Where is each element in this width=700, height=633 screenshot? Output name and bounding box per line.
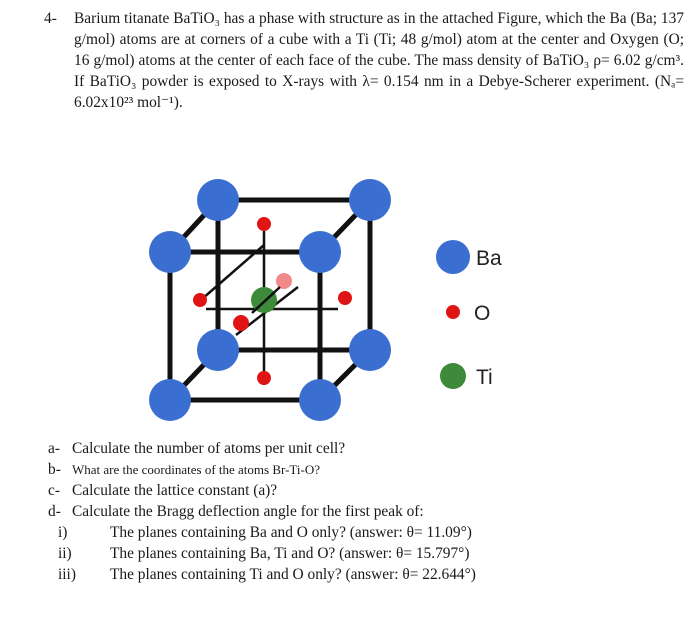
question-a (48, 438, 678, 459)
question-text: Calculate the lattice constant (a)? (72, 482, 278, 499)
ba-atom (299, 231, 341, 273)
problem-statement (44, 8, 684, 113)
subquestion-ii (48, 543, 678, 564)
ba-atom (149, 379, 191, 421)
legend-ti-marker (440, 363, 466, 389)
ba-atom (349, 179, 391, 221)
o-atom (257, 371, 271, 385)
o-atom (276, 273, 292, 289)
question-label: b- (48, 461, 61, 478)
legend-ba-marker (436, 240, 470, 274)
question-list (48, 438, 678, 585)
crystal-structure-figure (140, 175, 540, 430)
ba-atom (197, 179, 239, 221)
subquestion-label: ii) (58, 545, 72, 562)
subquestion-text: The planes containing Ti and O only? (answer: θ= 22.644°) (110, 566, 476, 583)
ba-atom (299, 379, 341, 421)
subquestion-i (48, 522, 678, 543)
legend-ti-label: Ti (476, 366, 493, 389)
subquestion-label: i) (58, 524, 68, 541)
ba-atom (349, 329, 391, 371)
legend (436, 240, 502, 389)
o-atom (193, 293, 207, 307)
question-d (48, 501, 678, 522)
question-text: Calculate the Bragg deflection angle for the first peak of: (72, 503, 424, 520)
question-b (48, 459, 678, 480)
question-c (48, 480, 678, 501)
legend-ba-label: Ba (476, 247, 502, 270)
ba-atom (197, 329, 239, 371)
legend-o-label: O (474, 302, 491, 325)
question-label: c- (48, 482, 60, 499)
subquestion-label: iii) (58, 566, 76, 583)
question-text: Calculate the number of atoms per unit cell? (72, 440, 346, 457)
problem-text: Barium titanate BaTiO₃ has a phase with structure as in the attached Figure, which the Ba (Ba; 137 g/mol) atoms are at corners of a cube with a Ti (Ti; 48 g/mol) atom at the center and Oxygen (O; 16 g/mol) atoms at the center of each face of the cube. The mass density of BaTiO₃ ρ= 6.02 g/cm³. If BaTiO₃ powder is exposed to X-rays with λ= 0.154 nm in a Debye-Scherer experiment. (Nₐ= 6.02x10²³ mol⁻¹). (74, 10, 684, 111)
o-atom (338, 291, 352, 305)
question-label: a- (48, 440, 60, 457)
legend-o-marker (446, 305, 460, 319)
o-atom (257, 217, 271, 231)
question-text: What are the coordinates of the atoms Br-Ti-O? (72, 462, 320, 477)
subquestion-text: The planes containing Ba, Ti and O? (answer: θ= 15.797°) (110, 545, 470, 562)
subquestion-text: The planes containing Ba and O only? (answer: θ= 11.09°) (110, 524, 472, 541)
question-label: d- (48, 503, 61, 520)
problem-number: 4- (44, 10, 57, 27)
subquestion-iii (48, 564, 678, 585)
o-atom (233, 315, 249, 331)
ba-atom (149, 231, 191, 273)
